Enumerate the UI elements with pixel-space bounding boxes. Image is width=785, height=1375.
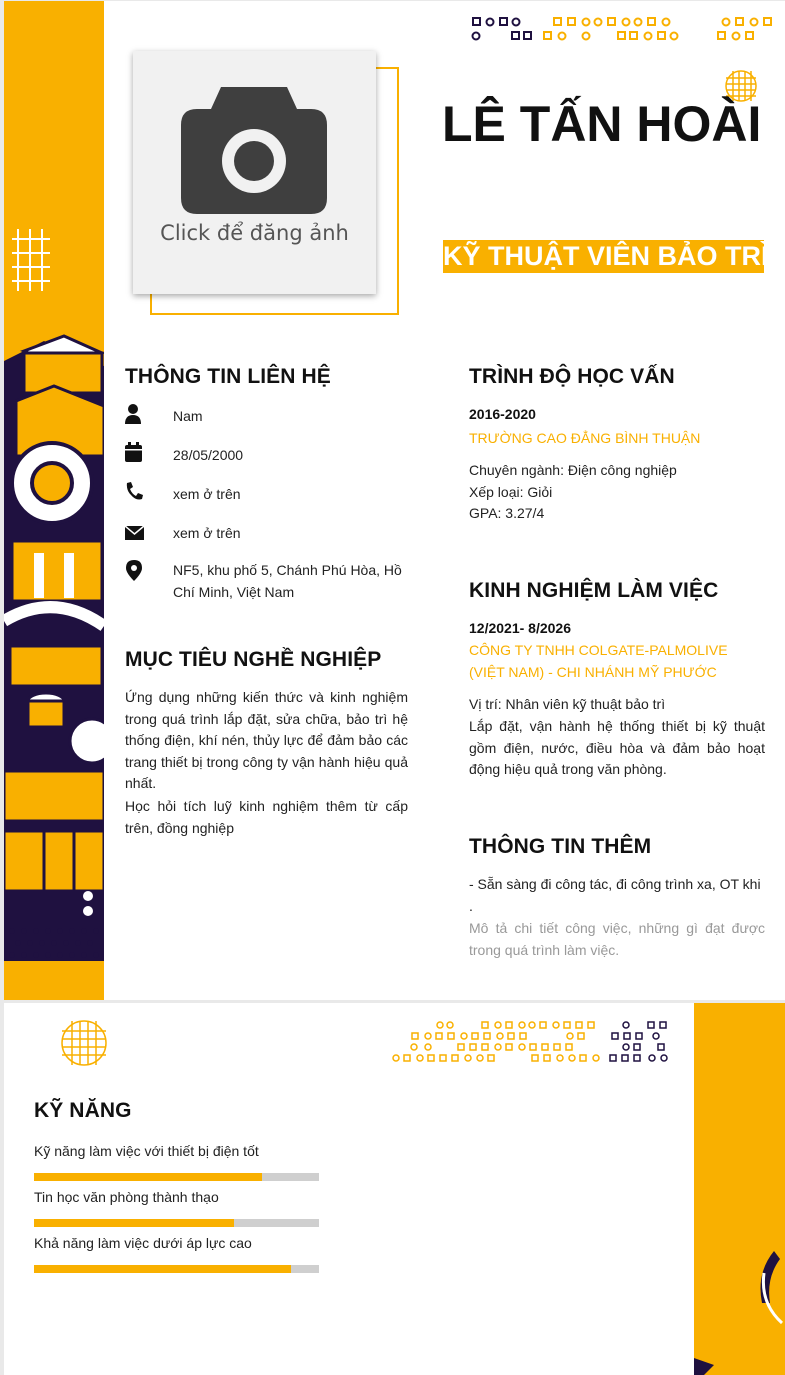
education-rank: Xếp loại: Giỏi	[469, 484, 553, 500]
experience-position: Vị trí: Nhân viên kỹ thuật bảo trì	[469, 696, 666, 712]
contact-gender: Nam	[173, 408, 203, 424]
skill-label: Khả năng làm việc dưới áp lực cao	[34, 1235, 252, 1251]
education-gpa: GPA: 3.27/4	[469, 505, 545, 521]
grid-decoration	[60, 1019, 108, 1067]
contact-birthdate: 28/05/2000	[173, 447, 244, 463]
candidate-name: LÊ TẤN HOÀI	[442, 96, 762, 152]
location-pin-icon	[124, 559, 146, 581]
gear-decoration-strip	[4, 1, 104, 1000]
user-icon	[124, 403, 146, 425]
objective-paragraph-1: Ứng dụng những kiến thức và kinh nghiệm trong quá trình lắp đặt, sửa chữa, bảo trì hệ thống điện, khí nén, thủy lực để đảm bảo các trang thiết bị trong công ty vận hành hiệu quả nhất.	[125, 689, 408, 791]
experience-period: 12/2021- 8/2026	[469, 620, 571, 636]
camera-icon	[181, 87, 327, 214]
calendar-icon	[124, 442, 146, 464]
skill-level-bar	[34, 1173, 319, 1181]
skill-level-fill	[34, 1219, 234, 1227]
phone-icon	[124, 481, 146, 503]
contact-address: NF5, khu phố 5, Chánh Phú Hòa, Hồ Chí Minh, Việt Nam	[173, 562, 402, 600]
skill-level-fill	[34, 1265, 291, 1273]
contact-phone: xem ở trên	[173, 486, 241, 502]
skill-level-fill	[34, 1173, 262, 1181]
contact-heading: THÔNG TIN LIÊN HỆ	[125, 365, 331, 388]
experience-description: Lắp đặt, vận hành hệ thống thiết bị kỹ thuật gồm điện, nước, điều hòa và đảm bảo hoạt động hiệu quả trong văn phòng.	[469, 718, 765, 777]
cv-page-1	[4, 1, 785, 1000]
education-heading: TRÌNH ĐỘ HỌC VẤN	[469, 365, 675, 388]
skill-label: Kỹ năng làm việc với thiết bị điện tốt	[34, 1143, 259, 1159]
photo-upload-area[interactable]	[133, 51, 376, 294]
shape-pattern-decoration	[470, 15, 780, 43]
additional-info-heading: THÔNG TIN THÊM	[469, 835, 652, 858]
mail-icon	[124, 522, 146, 544]
photo-upload-caption: Click để đăng ảnh	[160, 221, 349, 245]
skill-level-bar	[34, 1219, 319, 1227]
skills-heading: KỸ NĂNG	[34, 1099, 132, 1122]
education-period: 2016-2020	[469, 406, 536, 422]
additional-info-placeholder[interactable]: Mô tả chi tiết công việc, những gì đạt được trong quá trình làm việc.	[469, 920, 765, 958]
job-title-banner	[443, 240, 769, 273]
experience-heading: KINH NGHIỆM LÀM VIỆC	[469, 579, 719, 602]
additional-info-line: - Sẵn sàng đi công tác, đi công trình xa, OT khi .	[469, 876, 761, 914]
skill-label: Tin học văn phòng thành thạo	[34, 1189, 219, 1205]
cv-page-2	[4, 1003, 785, 1375]
education-school: TRƯỜNG CAO ĐẲNG BÌNH THUẬN	[469, 430, 701, 446]
objective-paragraph-2: Học hỏi tích luỹ kinh nghiệm thêm từ cấp trên, đồng nghiệp	[125, 798, 408, 836]
education-major: Chuyên ngành: Điện công nghiệp	[469, 462, 677, 478]
contact-email: xem ở trên	[173, 525, 241, 541]
shape-pattern-decoration	[388, 1019, 668, 1065]
job-title: KỸ THUẬT VIÊN BẢO TRÌ	[443, 241, 769, 271]
skill-level-bar	[34, 1265, 319, 1273]
gear-decoration-strip	[694, 1003, 785, 1375]
objective-heading: MỤC TIÊU NGHỀ NGHIỆP	[125, 648, 382, 671]
experience-company: CÔNG TY TNHH COLGATE-PALMOLIVE (VIỆT NAM) - CHI NHÁNH MỸ PHƯỚC	[469, 642, 728, 680]
